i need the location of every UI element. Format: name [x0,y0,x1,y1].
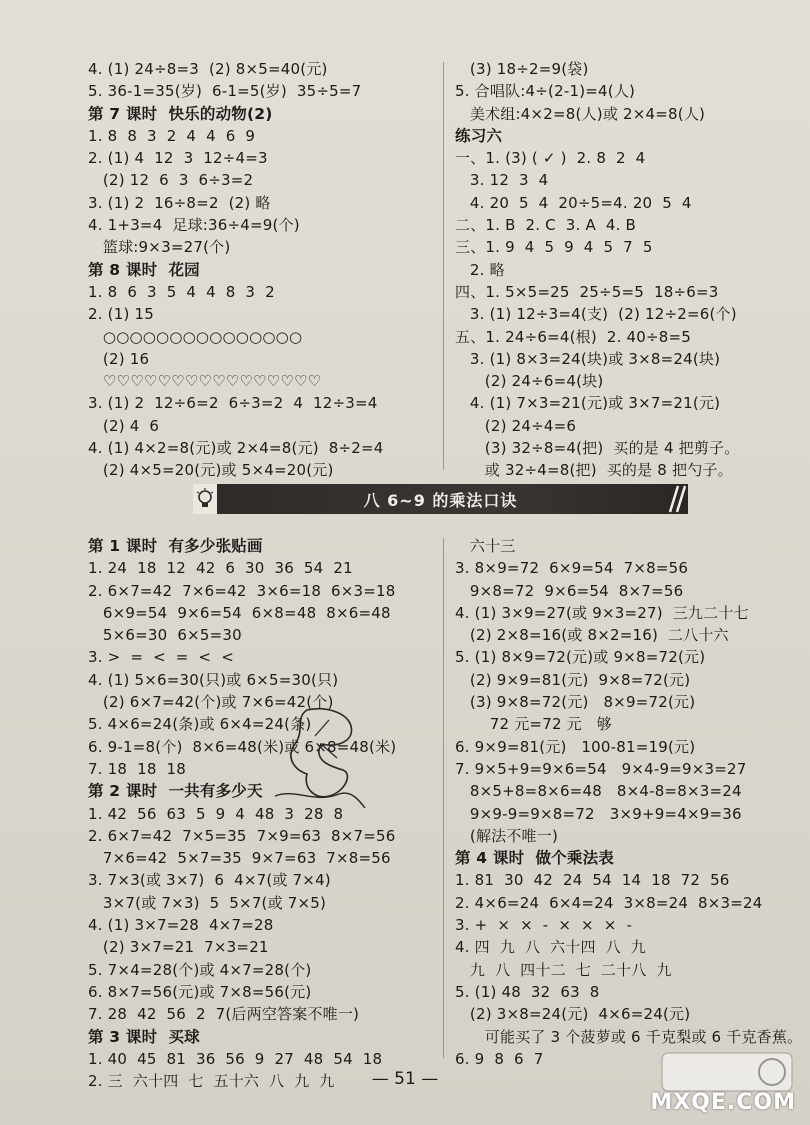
bottom-right-answer-line: (2) 3×8=24(元) 4×6=24(元) [455,1005,691,1024]
top-left-answer-line: 1. 8 6 3 5 4 4 8 3 2 [88,282,275,301]
top-right-answer-line: 5. 合唱队:4÷(2-1)=4(人) [455,82,636,101]
answers-top-right [455,58,795,482]
bottom-left-answer-line: 5×6=30 6×5=30 [88,626,242,645]
bottom-left-lesson-heading: 第 2 课时 一共有多少天 [88,782,263,801]
top-left-answer-line: 5. 36-1=35(岁) 6-1=5(岁) 35÷5=7 [88,82,362,101]
bottom-left-answer-line: 7. 18 18 18 [88,759,187,778]
bottom-left-answer-line: 1. 40 45 81 36 56 9 27 48 54 18 [88,1049,383,1068]
top-right-lesson-heading: 练习六 [455,126,503,145]
bottom-left-answer-line: 4. (1) 3×7=28 4×7=28 [88,916,274,935]
bottom-right-answer-line: 72 元=72 元 够 [455,715,612,734]
top-right-answer-line: 4. (1) 7×3=21(元)或 3×7=21(元) [455,394,721,413]
bottom-left-answer-line: 3×7(或 7×3) 5 5×7(或 7×5) [88,893,327,912]
bottom-left-answer-line: 6×9=54 9×6=54 6×8=48 8×6=48 [88,603,391,622]
lightbulb-icon [193,484,217,514]
bottom-right-lesson-heading: 第 4 课时 做个乘法表 [455,849,614,868]
bottom-right-answer-line: 8×5+8=8×6=48 8×4-8=8×3=24 [455,782,742,801]
bottom-right-answer-line: (解法不唯一) [455,826,559,845]
top-left-answer-line: 4. (1) 4×2=8(元)或 2×4=8(元) 8÷2=4 [88,439,384,458]
bottom-left-answer-line: (2) 6×7=42(个)或 7×6=42(个) [88,693,334,712]
bottom-left-answer-line: 3. 7×3(或 3×7) 6 4×7(或 7×4) [88,871,331,890]
bottom-right-answer-line: 4. (1) 3×9=27(或 9×3=27) 三九二十七 [455,603,749,622]
chapter-title: 八 6~9 的乘法口诀 [363,490,518,510]
bottom-right-answer-line: 7. 9×5+9=9×6=54 9×4-9=9×3=27 [455,759,747,778]
answers-top-left [88,58,433,482]
bottom-left-answer-line: 6. 8×7=56(元)或 7×8=56(元) [88,982,312,1001]
watermark-text: MXQE.COM [650,1090,796,1115]
top-left-answer-line: ○○○○○○○○○○○○○○○ [88,327,303,346]
bottom-right-answer-line: (2) 2×8=16(或 8×2=16) 二八十六 [455,626,729,645]
bottom-left-answer-line: 3. > = < = < < [88,648,234,667]
bottom-left-answer-line: 5. 7×4=28(个)或 4×7=28(个) [88,960,312,979]
top-left-answer-line: 4. 1+3=4 足球:36÷4=9(个) [88,216,300,235]
top-left-answer-line: 篮球:9×3=27(个) [88,238,231,257]
bottom-right-answer-line: 9×8=72 9×6=54 8×7=56 [455,581,684,600]
column-divider-top [443,62,444,470]
column-divider-bottom [443,538,444,1058]
top-left-lesson-heading: 第 7 课时 快乐的动物(2) [88,104,273,123]
top-right-answer-line: 3. (1) 8×3=24(块)或 3×8=24(块) [455,349,721,368]
top-right-answer-line: 二、1. B 2. C 3. A 4. B [455,216,637,235]
bottom-left-answer-line: 2. 6×7=42 7×6=42 3×6=18 6×3=18 [88,581,396,600]
top-left-answer-line: ♡♡♡♡♡♡♡♡♡♡♡♡♡♡♡♡ [88,372,322,391]
bottom-left-answer-line: 5. 4×6=24(条)或 6×4=24(条) [88,715,312,734]
top-right-answer-line: 或 32÷4=8(把) 买的是 8 把勺子。 [455,461,733,480]
top-right-answer-line: 四、1. 5×5=25 25÷5=5 18÷6=3 [455,282,719,301]
bottom-left-answer-line: 1. 24 18 12 42 6 30 36 54 21 [88,559,353,578]
top-right-answer-line: 美术组:4×2=8(人)或 2×4=8(人) [455,104,706,123]
top-right-answer-line: 3. 12 3 4 [455,171,549,190]
answers-bottom-right [455,535,803,1070]
top-left-answer-line: 4. (1) 24÷8=3 (2) 8×5=40(元) [88,60,328,78]
chapter-banner [193,484,688,514]
top-right-answer-line: 3. (1) 12÷3=4(支) (2) 12÷2=6(个) [455,305,737,324]
bottom-right-answer-line: 3. 8×9=72 6×9=54 7×8=56 [455,559,689,578]
top-left-answer-line: 3. (1) 2 12÷6=2 6÷3=2 4 12÷3=4 [88,394,378,413]
top-right-answer-line: (2) 24÷6=4(块) [455,372,604,391]
bottom-left-answer-line: 6. 9-1=8(个) 8×6=48(米)或 6×8=48(米) [88,737,397,756]
top-right-answer-line: (2) 24÷4=6 [455,416,577,435]
bottom-right-answer-line: 六十三 [455,537,516,555]
top-left-answer-line: (2) 4×5=20(元)或 5×4=20(元) [88,461,334,480]
page-number: — 51 — [371,1069,439,1089]
top-right-answer-line: 2. 略 [455,260,505,279]
top-left-answer-line: 2. (1) 4 12 3 12÷4=3 [88,149,268,168]
top-right-answer-line: 一、1. (3) ( ✓ ) 2. 8 2 4 [455,149,646,168]
banner-slash-decoration [660,484,688,514]
bottom-left-lesson-heading: 第 3 课时 买球 [88,1027,200,1046]
top-right-answer-line: (3) 32÷8=4(把) 买的是 4 把剪子。 [455,439,740,458]
bottom-right-answer-line: 4. 四 九 八 六十四 八 九 [455,938,646,957]
bottom-right-answer-line: (3) 9×8=72(元) 8×9=72(元) [455,693,696,712]
top-right-answer-line: 五、1. 24÷6=4(根) 2. 40÷8=5 [455,327,692,346]
pencil-scribble [255,700,375,820]
top-left-answer-line: (2) 12 6 3 6÷3=2 [88,171,254,190]
bottom-left-answer-line: 2. 6×7=42 7×5=35 7×9=63 8×7=56 [88,826,396,845]
bottom-right-answer-line: 9×9-9=9×8=72 3×9+9=4×9=36 [455,804,742,823]
bottom-left-answer-line: 1. 42 56 63 5 9 4 48 3 28 8 [88,804,344,823]
bottom-left-lesson-heading: 第 1 课时 有多少张贴画 [88,537,263,555]
bottom-right-answer-line: 6. 9×9=81(元) 100-81=19(元) [455,737,696,756]
bottom-right-answer-line: 2. 4×6=24 6×4=24 3×8=24 8×3=24 [455,893,763,912]
bottom-left-answer-line: 4. (1) 5×6=30(只)或 6×5=30(只) [88,670,339,689]
top-right-answer-line: 4. 20 5 4 20÷5=4. 20 5 4 [455,193,692,212]
top-right-answer-line: (3) 18÷2=9(袋) [455,60,589,78]
bottom-left-answer-line: 7. 28 42 56 2 7(后两空答案不唯一) [88,1005,360,1024]
bottom-right-answer-line: 6. 9 8 6 7 [455,1049,544,1068]
bottom-right-answer-line: 1. 81 30 42 24 54 14 18 72 56 [455,871,730,890]
bottom-right-answer-line: 5. (1) 8×9=72(元)或 9×8=72(元) [455,648,706,667]
bottom-right-answer-line: (2) 9×9=81(元) 9×8=72(元) [455,670,691,689]
bottom-right-answer-line: 九 八 四十二 七 二十八 九 [455,960,672,979]
bottom-left-answer-line: 7×6=42 5×7=35 9×7=63 7×8=56 [88,849,391,868]
top-right-answer-line: 三、1. 9 4 5 9 4 5 7 5 [455,238,653,257]
bottom-right-answer-line: 可能买了 3 个菠萝或 6 千克梨或 6 千克香蕉。 [455,1027,803,1046]
bottom-right-answer-line: 3. + × × - × × × - [455,916,633,935]
bottom-left-answer-line: (2) 3×7=21 7×3=21 [88,938,269,957]
top-left-answer-line: 1. 8 8 3 2 4 4 6 9 [88,126,256,145]
top-left-answer-line: 2. (1) 15 [88,305,154,324]
bottom-left-answer-line: 2. 三 六十四 七 五十六 八 九 九 [88,1072,335,1091]
top-left-answer-line: 3. (1) 2 16÷8=2 (2) 略 [88,193,271,212]
top-left-answer-line: (2) 4 6 [88,416,160,435]
top-left-answer-line: (2) 16 [88,349,150,368]
top-left-lesson-heading: 第 8 课时 花园 [88,260,200,279]
bottom-right-answer-line: 5. (1) 48 32 63 8 [455,982,600,1001]
